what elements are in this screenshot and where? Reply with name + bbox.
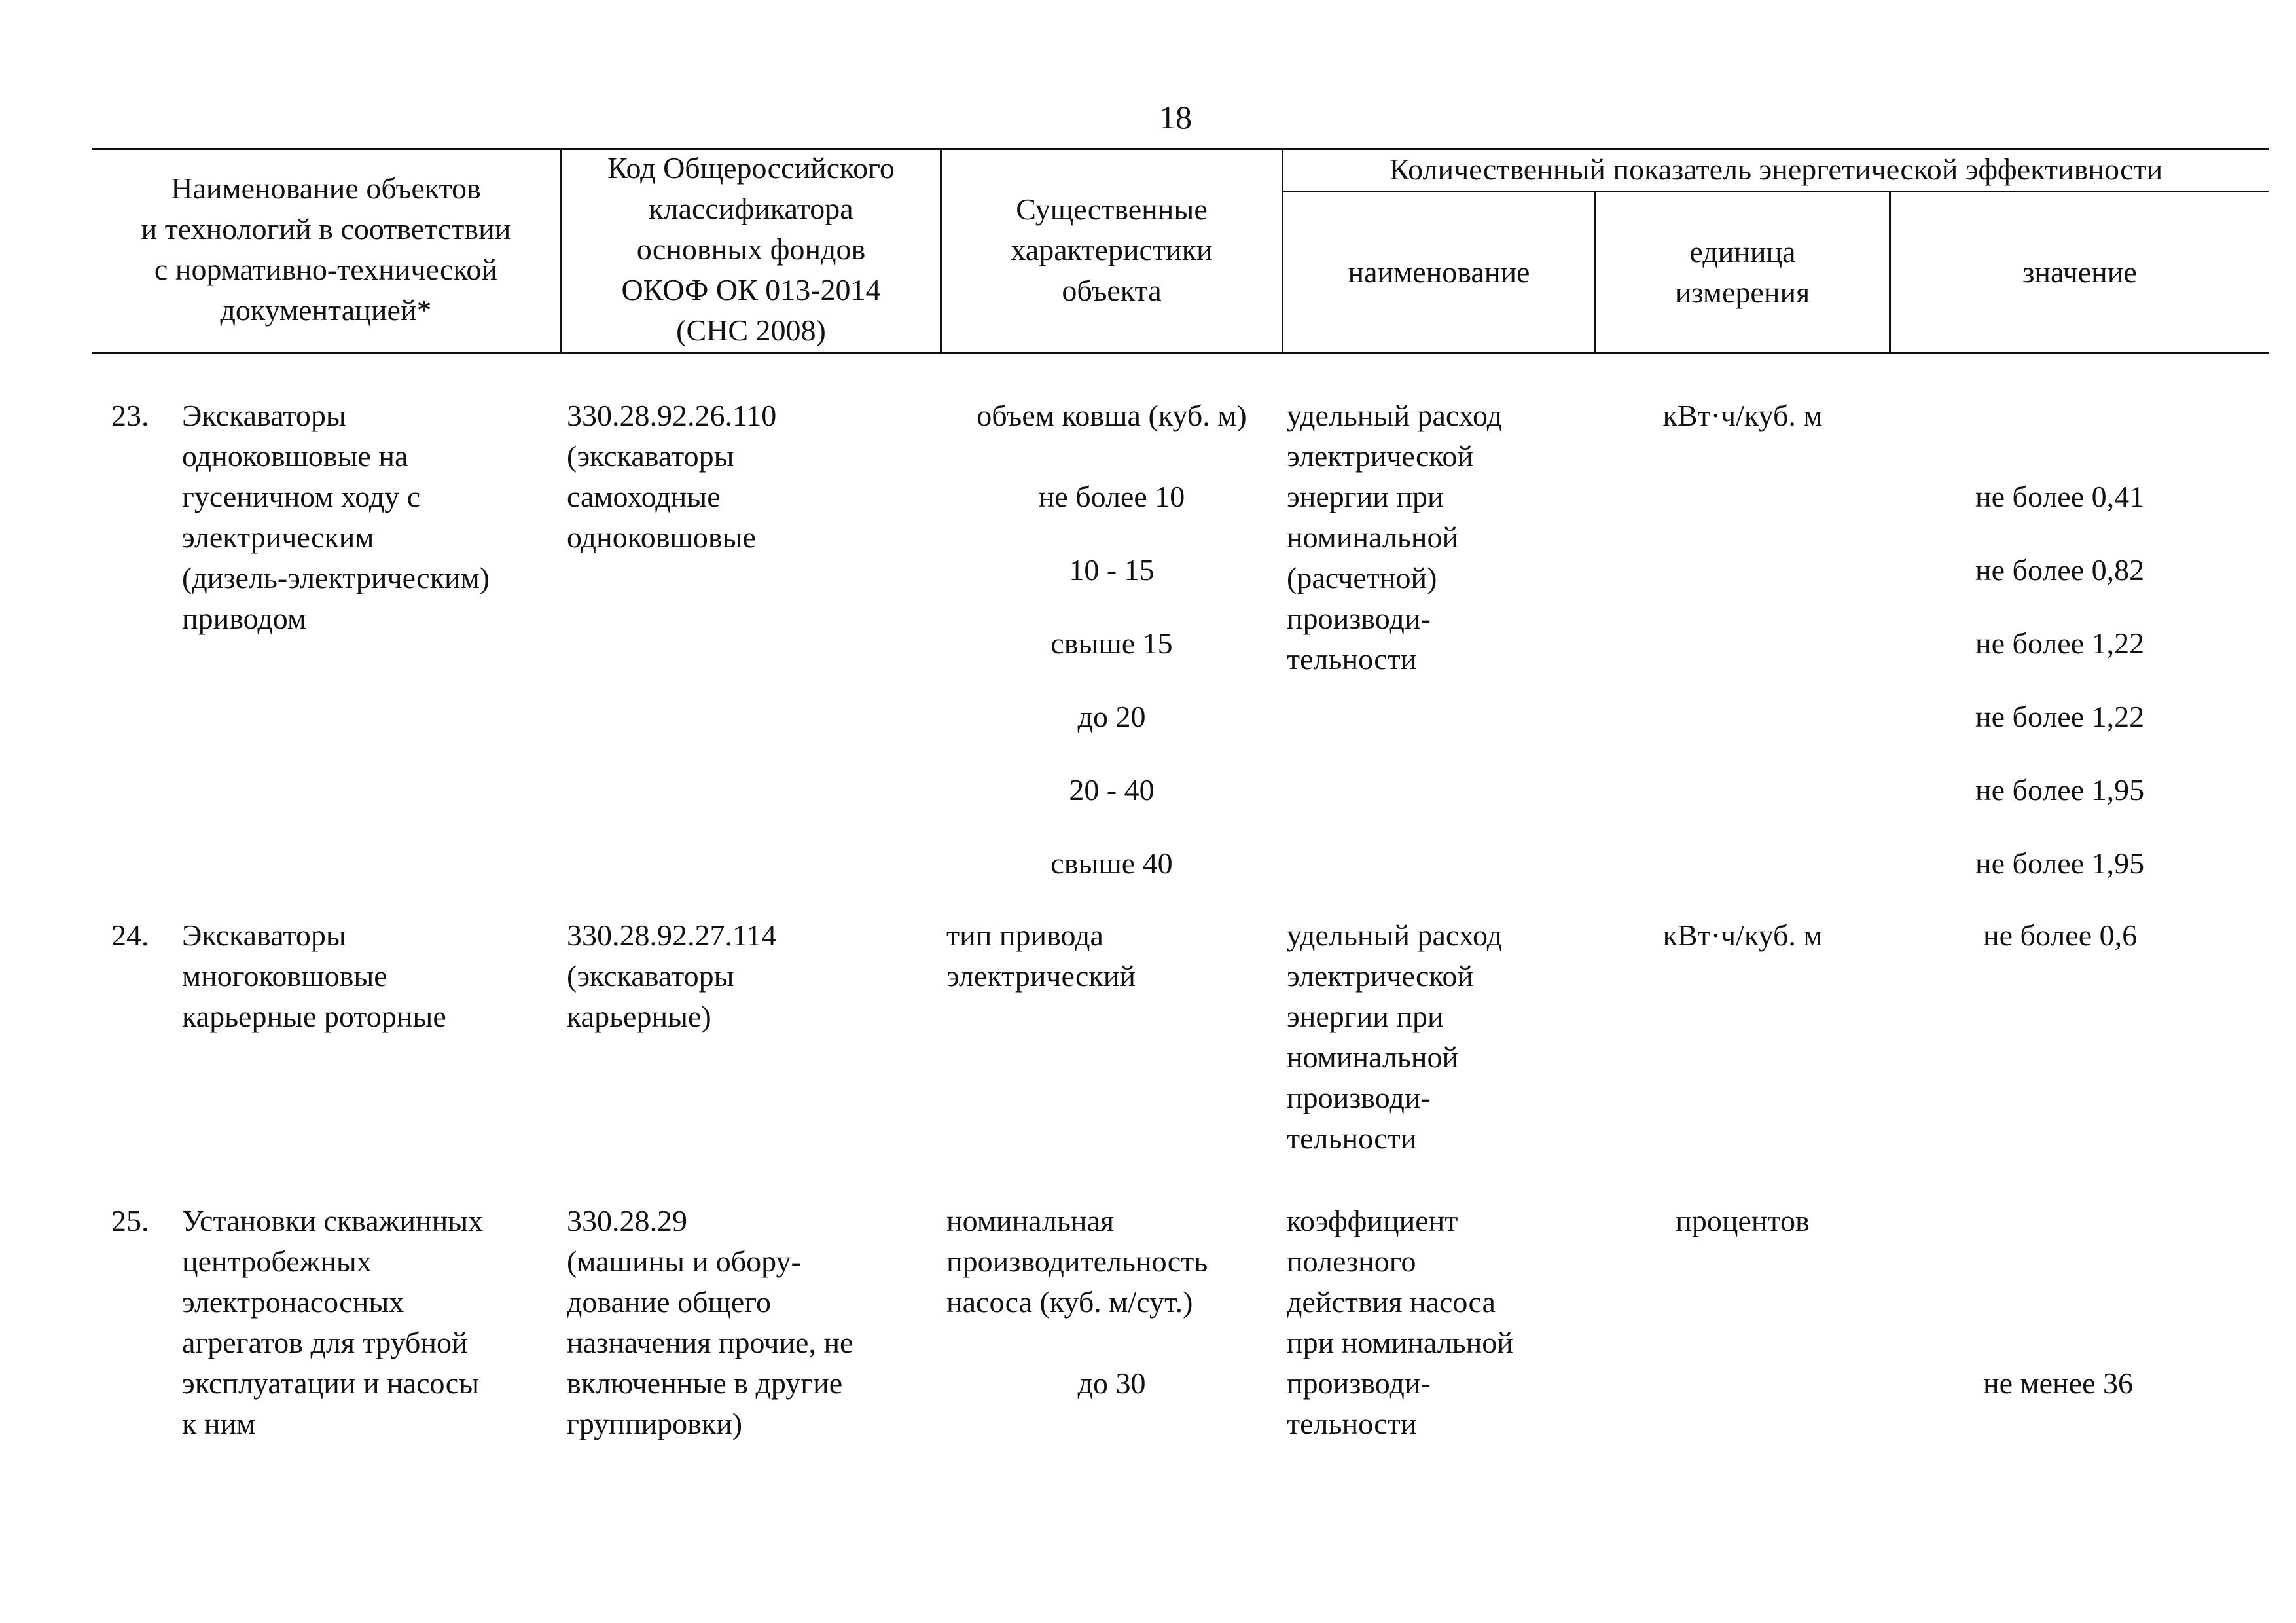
row-25-char-title: номинальная производительность насоса (куб. м/сут.) <box>946 1204 1208 1319</box>
row-23-okof-code: 330.28.92.26.110 (экскаваторы самоходные одноковшовые <box>567 399 777 554</box>
row-24-unit: кВт·ч/куб. м <box>1662 919 1823 952</box>
row-23-char-value: 10 - 15 <box>1069 553 1155 587</box>
row-24-number: 24. <box>111 919 149 952</box>
header-object-name: Наименование объектов и технологий в соответствии с нормативно-технической документацией* <box>141 172 511 327</box>
header-bottom-rule <box>92 352 2269 354</box>
row-25-indicator-name: коэффициент полезного действия насоса при номинальной производи- тельности <box>1287 1204 1513 1440</box>
row-23-number: 23. <box>111 399 149 432</box>
row-24-indicator-name: удельный расход электрической энергии при номинальной производи- тельности <box>1287 919 1503 1155</box>
row-23-char-title: объем ковша (куб. м) <box>977 399 1247 432</box>
indicator-subheader-rule <box>1283 191 2269 192</box>
row-23-char-value: свыше 40 <box>1050 847 1173 880</box>
row-23-unit: кВт·ч/куб. м <box>1662 399 1823 432</box>
row-23-char-value: до 20 <box>1077 700 1146 733</box>
row-25-object-name: Установки скважинных центробежных электронасосных агрегатов для трубной эксплуатации и насосы к ним <box>182 1204 484 1440</box>
header-characteristics: Существенные характеристики объекта <box>1011 192 1213 307</box>
row-23-indicator-name: удельный расход электрической энергии при номинальной (расчетной) производи- тельности <box>1287 399 1503 676</box>
page-number: 18 <box>1159 99 1192 136</box>
row-24-char-title: тип привода электрический <box>946 919 1136 993</box>
row-23-value: не более 0,82 <box>1975 553 2145 587</box>
header-indicator-unit: единица измерения <box>1675 235 1810 309</box>
row-23-value: не более 1,22 <box>1975 627 2145 660</box>
row-23-char-value: не более 10 <box>1038 480 1185 513</box>
row-24-object-name: Экскаваторы многоковшовые карьерные роторные <box>182 919 446 1033</box>
row-23-value: не более 1,95 <box>1975 847 2145 880</box>
row-24-value: не более 0,6 <box>1983 919 2138 952</box>
row-24-okof-code: 330.28.92.27.114 (экскаваторы карьерные) <box>567 919 777 1033</box>
row-23-char-value: свыше 15 <box>1050 627 1173 660</box>
row-23-value: не более 1,95 <box>1975 773 2145 807</box>
row-25-okof-code: 330.28.29 (машины и обору- дование общего назначения прочие, не включенные в другие группировки) <box>567 1204 853 1440</box>
row-23-value: не более 1,22 <box>1975 700 2145 733</box>
header-efficiency-indicator: Количественный показатель энергетической эффективности <box>1389 153 2163 186</box>
row-25-char-value: до 30 <box>1077 1366 1146 1400</box>
row-23-char-value: 20 - 40 <box>1069 773 1155 807</box>
row-25-number: 25. <box>111 1204 149 1237</box>
header-indicator-value: значение <box>2022 255 2137 289</box>
header-okof-code: Код Общероссийского классификатора основных фондов ОКОФ ОК 013-2014 (СНС 2008) <box>607 151 895 347</box>
row-25-value: не менее 36 <box>1983 1366 2134 1400</box>
header-indicator-name: наименование <box>1348 255 1530 289</box>
row-25-unit: процентов <box>1676 1204 1810 1237</box>
row-23-value: не более 0,41 <box>1975 480 2145 513</box>
row-23-object-name: Экскаваторы одноковшовые на гусеничном ходу с электрическим (дизель-электрическим) приводом <box>182 399 490 635</box>
